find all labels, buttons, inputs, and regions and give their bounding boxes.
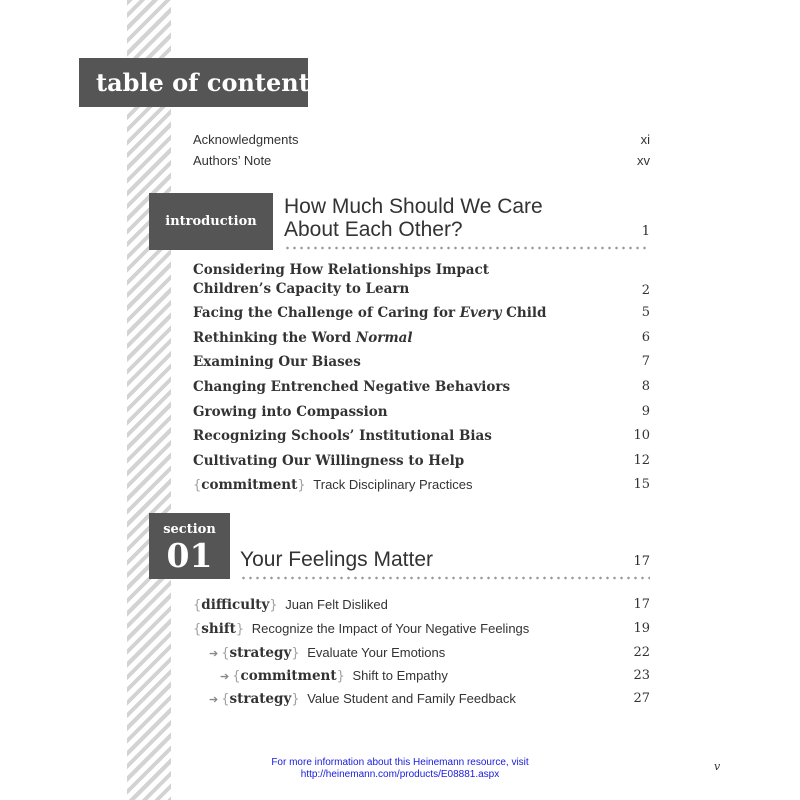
section-page: 17 — [633, 554, 650, 569]
tag-label: commitment — [240, 668, 337, 684]
entry-page: 22 — [633, 645, 650, 660]
entry-label: Juan Felt Disliked — [285, 597, 388, 612]
tag-open-brace: { — [193, 622, 202, 637]
page-number: v — [714, 760, 721, 773]
footer-line1: For more information about this Heinemann resource, visit — [271, 757, 529, 768]
toc-entry-growing-compassion[interactable] — [193, 402, 650, 422]
entry-label-emphasis: Normal — [355, 330, 413, 346]
entry-page: 7 — [641, 354, 650, 369]
toc-entry-commitment-empathy[interactable] — [220, 666, 650, 686]
tag-open-brace: { — [221, 646, 230, 661]
toc-entry-difficulty[interactable] — [193, 595, 650, 615]
entry-label: Recognize the Impact of Your Negative Feelings — [251, 621, 530, 636]
entry-label: Track Disciplinary Practices — [313, 477, 473, 492]
entry-page: 23 — [633, 668, 650, 683]
toc-entry-willingness-help[interactable] — [193, 451, 650, 471]
tag-label: commitment — [201, 477, 298, 493]
entry-label-post: Child — [501, 305, 547, 321]
entry-page: 2 — [641, 283, 650, 298]
entry-label-line1: Considering How Relationships Impact — [193, 262, 489, 278]
entry-page: xi — [640, 132, 650, 147]
entry-page: 9 — [641, 404, 650, 419]
entry-label: Growing into Compassion — [193, 404, 388, 420]
tag-close-brace: } — [297, 478, 306, 493]
entry-page: 10 — [633, 428, 650, 443]
tag-close-brace: } — [269, 598, 278, 613]
decorative-stripe-band — [127, 0, 171, 800]
arrow-right-icon: ➔ — [209, 694, 219, 706]
toc-entry-rethinking-normal[interactable] — [193, 328, 650, 348]
entry-page: 12 — [633, 453, 650, 468]
section-number: 01 — [166, 536, 213, 575]
entry-page: 8 — [641, 379, 650, 394]
entry-page: 17 — [633, 597, 650, 612]
tag-open-brace: { — [193, 478, 202, 493]
tag-label: strategy — [229, 645, 292, 661]
section-heading: Your Feelings Matter — [240, 548, 433, 571]
entry-label: Cultivating Our Willingness to Help — [193, 453, 465, 469]
entry-label-emphasis: Every — [459, 305, 502, 321]
entry-page: xv — [637, 153, 650, 168]
tag-open-brace: { — [232, 669, 241, 684]
tag-close-brace: } — [235, 622, 245, 637]
dotted-divider — [284, 246, 650, 250]
entry-label: Value Student and Family Feedback — [307, 691, 516, 706]
tag-label: difficulty — [201, 597, 270, 613]
toc-entry-considering-relationships[interactable] — [193, 261, 650, 301]
tag-label: shift — [201, 621, 236, 637]
tag-close-brace: } — [291, 692, 300, 707]
dotted-divider — [240, 576, 650, 580]
toc-entry-examining-biases[interactable] — [193, 352, 650, 372]
entry-label: Recognizing Schools’ Institutional Bias — [193, 428, 492, 444]
entry-label-line2: Children’s Capacity to Learn — [193, 281, 410, 297]
toc-entry-authors-note[interactable] — [193, 152, 650, 170]
toc-entry-acknowledgments[interactable] — [193, 131, 650, 149]
introduction-heading-line1: How Much Should We Care — [284, 195, 543, 218]
entry-page: 6 — [641, 330, 650, 345]
arrow-right-icon: ➔ — [209, 648, 219, 660]
tag-label: strategy — [229, 691, 292, 707]
toc-entry-commitment-track[interactable] — [193, 475, 650, 495]
entry-page: 15 — [633, 477, 650, 492]
entry-label-pre: Facing the Challenge of Caring for — [193, 305, 460, 321]
tag-open-brace: { — [221, 692, 230, 707]
toc-entry-strategy-value[interactable] — [209, 689, 650, 709]
entry-label: Authors’ Note — [193, 153, 272, 168]
introduction-label: introduction — [149, 193, 273, 250]
section-label-box — [149, 513, 230, 579]
entry-page: 19 — [633, 621, 650, 636]
entry-label: Acknowledgments — [193, 132, 299, 147]
entry-label: Evaluate Your Emotions — [307, 645, 446, 660]
page-title: table of contents — [79, 58, 308, 107]
introduction-page: 1 — [641, 224, 650, 239]
toc-entry-strategy-evaluate[interactable] — [209, 643, 650, 663]
toc-entry-institutional-bias[interactable] — [193, 426, 650, 446]
entry-page: 27 — [633, 691, 650, 706]
tag-close-brace: } — [336, 669, 345, 684]
toc-entry-changing-behaviors[interactable] — [193, 377, 650, 397]
entry-label-pre: Rethinking the Word — [193, 330, 356, 346]
entry-label: Examining Our Biases — [193, 354, 361, 370]
toc-entry-facing-challenge[interactable] — [193, 303, 650, 323]
arrow-right-icon: ➔ — [220, 671, 230, 683]
footer-url[interactable]: http://heinemann.com/products/E08881.aspx — [300, 769, 500, 780]
footer-link[interactable] — [240, 757, 560, 781]
entry-label: Shift to Empathy — [352, 668, 448, 683]
entry-label: Changing Entrenched Negative Behaviors — [193, 379, 511, 395]
section-word: section — [163, 522, 216, 537]
toc-entry-shift[interactable] — [193, 619, 650, 639]
tag-open-brace: { — [193, 598, 202, 613]
entry-page: 5 — [641, 305, 650, 320]
tag-close-brace: } — [291, 646, 300, 661]
introduction-heading-line2: About Each Other? — [284, 218, 463, 241]
